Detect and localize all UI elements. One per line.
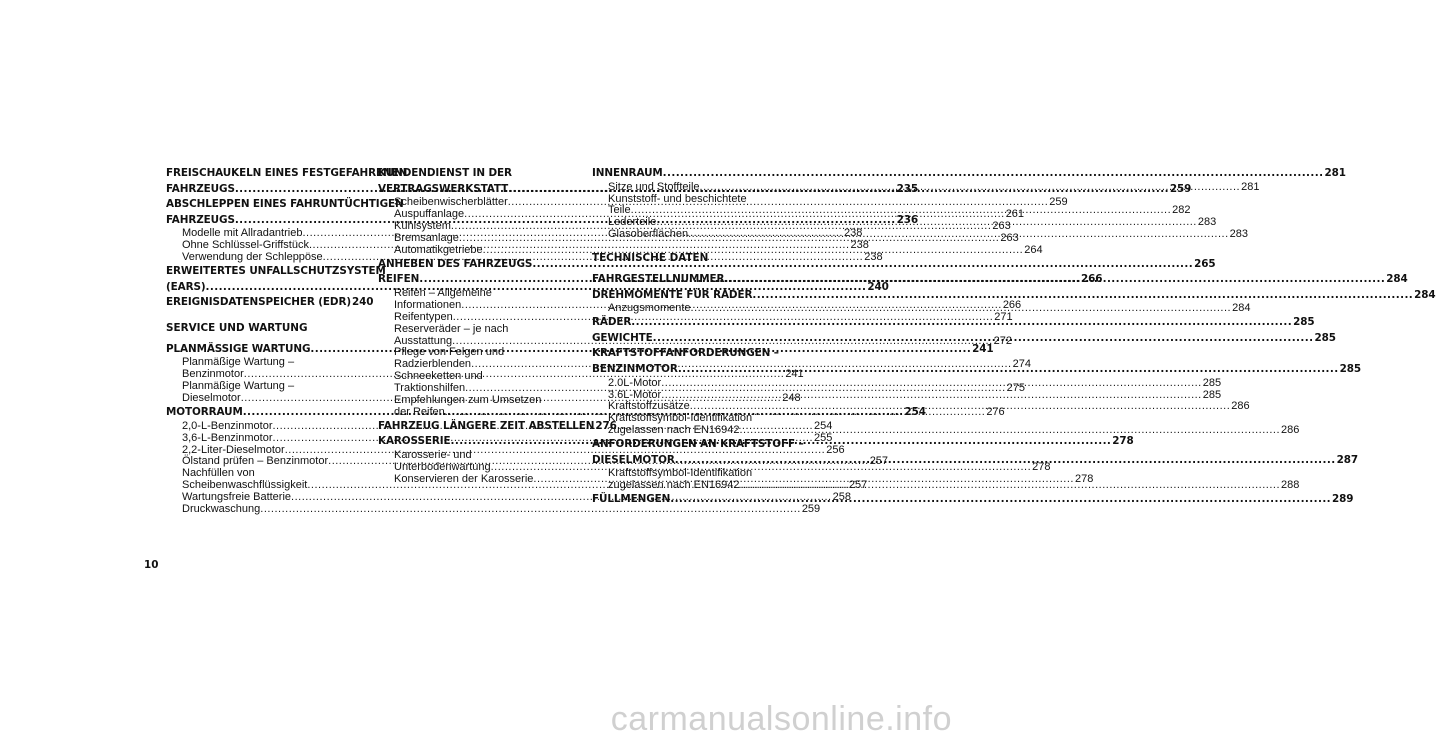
toc-entry-title: FAHRZEUGS [166,213,235,226]
toc-entry-title: Kühlsystem [394,220,451,232]
toc-page-number: 238 [850,239,869,252]
toc-page-number: 287 [1336,453,1358,466]
leader-dots [724,272,1385,288]
toc-entry-title: (EARS) [166,280,206,293]
toc-entry-title: TECHNISCHE DATEN [592,252,709,265]
toc-page-number: 276 [986,405,1005,418]
toc-entry-title: REIFEN [378,273,420,286]
toc-entry-title-line: Karosserie- und [394,449,472,462]
toc-page-number: 281 [1324,167,1346,179]
toc-entry-title: Auspuffanlage [394,208,465,221]
toc-entry-title: Anzugsmomente [608,302,691,315]
toc-page-number: 271 [994,310,1013,323]
toc-page-number: 288 [1281,479,1300,492]
toc-entry-title-line: ERWEITERTES UNFALLSCHUTZSYSTEM [166,265,386,278]
toc-entry-title: Dieselmotor [182,392,241,405]
toc-entry-title: Informationen [394,298,462,311]
toc-entry-title: Traktionshilfen [394,382,466,395]
toc-page-number: 284 [1232,302,1251,315]
leader-dots [739,425,1280,437]
toc-entry-title-line: Planmäßige Wartung – [182,380,295,393]
toc-entry-title: Reifentypen [394,310,453,323]
toc-page-number: 256 [826,443,845,456]
toc-entry-title: FÜLLMENGEN [592,493,671,506]
toc-entry-title: Modelle mit Allradantrieb [182,227,303,240]
toc-entry-title-line: Reserveräder – je nach [394,322,509,335]
toc-entry-title: Unterbodenwartung [394,460,491,473]
leader-dots [691,303,1232,315]
toc-page-number: 259 [1169,182,1192,195]
toc-entry-title: BENZINMOTOR [592,363,678,375]
toc-entry-title: SERVICE UND WARTUNG [166,321,308,334]
toc-page-number: 257 [869,455,889,468]
toc-entry-title-line: Reifen – Allgemeine [394,286,492,299]
toc-entry-title: PLANMÄSSIGE WARTUNG [166,342,311,355]
toc-heading-entry[interactable] [592,288,1436,304]
toc-entry-title: Teile [608,204,631,217]
toc-entry-title: Wartungsfreie Batterie [182,491,292,504]
toc-page-number: 281 [1241,180,1260,193]
toc-entry-title: FAHRZEUGS [166,182,235,195]
toc-entry-title: Druckwaschung [182,503,261,516]
toc-page-number: 255 [814,431,833,444]
leader-dots [739,480,1280,492]
toc-page-number: 238 [844,227,863,240]
toc-entry-title-line: KUNDENDIENST IN DER [378,167,512,179]
toc-entry-title-line: ANFORDERUNGEN AN KRAFTSTOFF – [592,438,804,451]
toc-entry-title: DREHMOMENTE FÜR RÄDER [592,288,753,301]
toc-page-number: 286 [1231,400,1250,413]
toc-entry-title: der Reifen [394,405,445,418]
toc-entry-title-line: KRAFTSTOFFANFORDERUNGEN – [592,347,779,360]
toc-entry-title: FAHRGESTELLNUMMER [592,273,725,286]
toc-page-number: 265 [1194,257,1216,270]
toc-entry-title: EREIGNISDATENSPEICHER (EDR) [166,296,352,309]
toc-page-number: 248 [782,392,801,405]
toc-page-number: 254 [904,406,926,419]
toc-entry-title: Kraftstoffzusätze [608,400,690,413]
toc-entry-title-line: FREISCHAUKELN EINES FESTGEFAHRENEN [166,167,408,179]
toc-entry-title-line: Kraftstoffsymbol-Identifikation [608,467,753,480]
toc-entry-title: 3.6L-Motor [608,388,662,401]
leader-dots [663,166,1324,182]
toc-page-number: 257 [848,479,868,492]
toc-entry-title-line: Kunststoff- und beschichtete [608,192,747,205]
toc-page-number: 282 [1172,204,1191,217]
toc-entry-title: Verwendung der Schleppöse [182,251,323,264]
page-number: 10 [144,559,159,571]
toc-page-number: 259 [1049,196,1068,209]
toc-entry-title: Scheibenwaschflüssigkeit [182,479,308,492]
leader-dots [653,331,1314,347]
toc-page-number: 278 [1112,435,1134,448]
toc-page-number: 238 [864,251,883,264]
toc-entry-title: 2,0-L-Benzinmotor [182,419,273,432]
toc-page-number: 286 [1281,424,1300,437]
toc-page-number: 263 [1000,231,1019,244]
toc-page-number: 278 [1032,460,1051,473]
toc-page-number: 240 [867,280,889,293]
toc-entry-line [592,251,784,266]
toc-page-number: 259 [801,503,821,516]
toc-entry-title: FAHRZEUG LÄNGERE ZEIT ABSTELLEN [378,419,595,432]
toc-entry-title-line: Pflege von Felgen und [394,346,505,359]
toc-entry-line [166,295,374,311]
toc-page-number: 285 [1202,376,1222,389]
toc-page-number: 241 [972,342,994,355]
toc-entry-title: 2.0L-Motor [608,376,662,389]
toc-entry-line [182,503,821,516]
section-heading [166,321,358,336]
toc-entry-title: VERTRAGSWERKSTATT [378,182,509,195]
toc-entry-line [592,288,1436,304]
toc-entry-line [592,166,1346,182]
toc-entry-title: zugelassen nach EN16942 [608,479,740,492]
toc-page-number: 264 [1024,243,1043,256]
leader-dots [690,401,1231,413]
toc-page-number: 285 [1202,388,1222,401]
toc-entry-line [166,321,358,336]
toc-page-number: 266 [1002,298,1022,311]
toc-entry-title: Konservieren der Karosserie [394,472,534,485]
toc-page-number: 284 [1414,288,1436,301]
toc-page-number: 263 [992,220,1011,232]
toc-entry-title: MOTORRAUM [166,406,243,419]
toc-entry-title: ANHEBEN DES FAHRZEUGS [378,257,533,270]
toc-entry-title-line: Kraftstoffsymbol-Identifikation [608,412,753,425]
toc-entry-title: Radzierblenden [394,358,472,371]
toc-entry-title: Bremsanlage [394,231,459,244]
toc-entry-title: Glasoberflächen [608,228,689,241]
leader-dots [675,453,1336,469]
leader-dots [661,378,1202,390]
toc-page-number: 275 [1006,382,1026,395]
toc-entry-title: GEWICHTE [592,331,653,344]
toc-page-number: 272 [993,334,1012,347]
toc-page-number: 261 [1005,208,1025,221]
toc-entry-title: Scheibenwischerblätter [394,196,508,209]
toc-heading-entry[interactable] [592,166,1346,182]
toc-sub-entry[interactable] [166,503,821,516]
toc-page-number: 283 [1197,216,1217,229]
toc-entry-title: Ausstattung [394,334,453,347]
toc-entry-title-line: Schneeketten und [394,370,483,383]
toc-entry-title: DIESELMOTOR [592,453,675,466]
toc-page-number: 278 [1074,472,1094,485]
leader-dots [700,182,1241,194]
toc-entry-title: Lederteile [608,216,657,229]
toc-entry-title: INNENRAUM [592,167,663,179]
toc-entry-title: Ölstand prüfen – Benzinmotor [182,455,329,468]
section-heading [592,251,784,266]
toc-entry-title-line: ABSCHLEPPEN EINES FAHRUNTÜCHTIGEN [166,198,404,211]
toc-heading-entry[interactable] [166,295,374,311]
toc-page-number: 235 [896,182,918,195]
leader-dots [678,362,1339,378]
toc-entry-title: Automatikgetriebe [394,243,483,256]
toc-page-number: 284 [1386,273,1408,286]
toc-entry-title: 2,2-Liter-Dieselmotor [182,443,285,456]
toc-entry-line [378,419,617,435]
watermark: carmanualsonline.info [610,700,952,738]
toc-page-number: 285 [1314,331,1336,344]
toc-page-number: 285 [1293,316,1315,329]
toc-page-number: 274 [1012,358,1031,371]
leader-dots [752,288,1413,304]
toc-entry-title: RÄDER [592,316,632,329]
toc-page-number: 236 [896,213,918,226]
toc-page-number: 289 [1332,493,1354,506]
toc-entry-title: Sitze und Stoffteile [608,180,700,193]
toc-page-number: 266 [1081,273,1103,286]
toc-page-number: 254 [814,419,833,432]
toc-entry-title: KAROSSERIE [378,435,451,448]
toc-page-number: 241 [785,368,804,381]
toc-entry-title-line: Planmäßige Wartung – [182,356,295,369]
toc-page-number: 285 [1339,363,1361,375]
leader-dots [688,229,1229,241]
toc-page-number: 276 [595,419,617,432]
toc-entry-title: 3,6-L-Benzinmotor [182,431,273,444]
toc-page-number: 240 [352,296,374,309]
toc-heading-entry[interactable] [378,419,617,435]
leader-dots [631,315,1292,331]
toc-entry-title-line: Empfehlungen zum Umsetzen [394,394,542,407]
leader-dots [670,492,1331,508]
toc-page-number: 258 [832,491,851,504]
toc-entry-title: Ohne Schlüssel-Griffstück [182,239,309,252]
toc-entry-title-line: Nachfüllen von [182,467,255,480]
toc-page-number: 283 [1229,228,1249,241]
toc-entry-title: Benzinmotor [182,368,244,381]
toc-entry-title: zugelassen nach EN16942 [608,424,740,437]
